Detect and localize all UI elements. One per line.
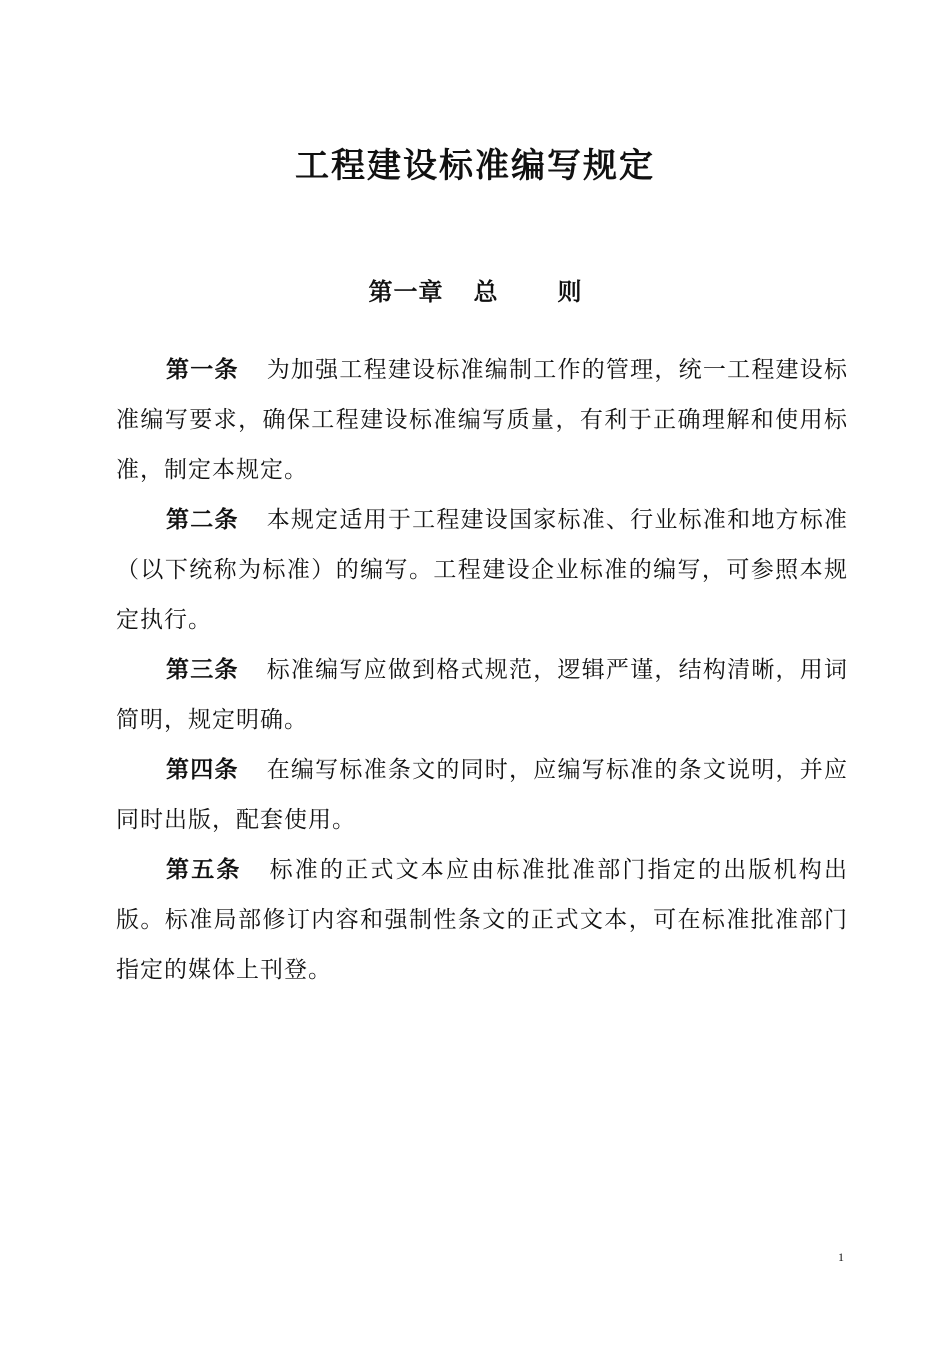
article-text: 本规定适用于工程建设国家标准、行业标准和地方标准（以下统称为标准）的编写。工程建设企业标准的编写，可参照本规定执行。 <box>116 507 849 633</box>
article-2 <box>116 495 848 645</box>
article-text: 标准的正式文本应由标准批准部门指定的出版机构出版。标准局部修订内容和强制性条文的正式文本，可在标准批准部门指定的媒体上刊登。 <box>116 857 849 983</box>
article-label: 第四条 <box>166 756 239 783</box>
article-label: 第一条 <box>166 356 239 383</box>
chapter-name-part1: 总 <box>473 277 498 306</box>
article-label: 第五条 <box>166 856 242 883</box>
article-text: 标准编写应做到格式规范，逻辑严谨，结构清晰，用词简明，规定明确。 <box>116 657 849 733</box>
chapter-heading <box>0 270 950 314</box>
article-3 <box>116 645 848 745</box>
article-label: 第三条 <box>166 656 239 683</box>
article-5 <box>116 845 848 995</box>
article-text: 为加强工程建设标准编制工作的管理，统一工程建设标准编写要求，确保工程建设标准编写质量，有利于正确理解和使用标准，制定本规定。 <box>116 357 849 483</box>
article-4 <box>116 745 848 845</box>
chapter-name-part2: 则 <box>557 277 582 306</box>
page-number: 1 <box>838 1250 844 1264</box>
chapter-number: 第一章 <box>368 277 444 306</box>
article-label: 第二条 <box>166 506 239 533</box>
article-text: 在编写标准条文的同时，应编写标准的条文说明，并应同时出版，配套使用。 <box>116 757 849 833</box>
document-title: 工程建设标准编写规定 <box>295 146 655 186</box>
articles-body <box>116 345 848 995</box>
article-1 <box>116 345 848 495</box>
